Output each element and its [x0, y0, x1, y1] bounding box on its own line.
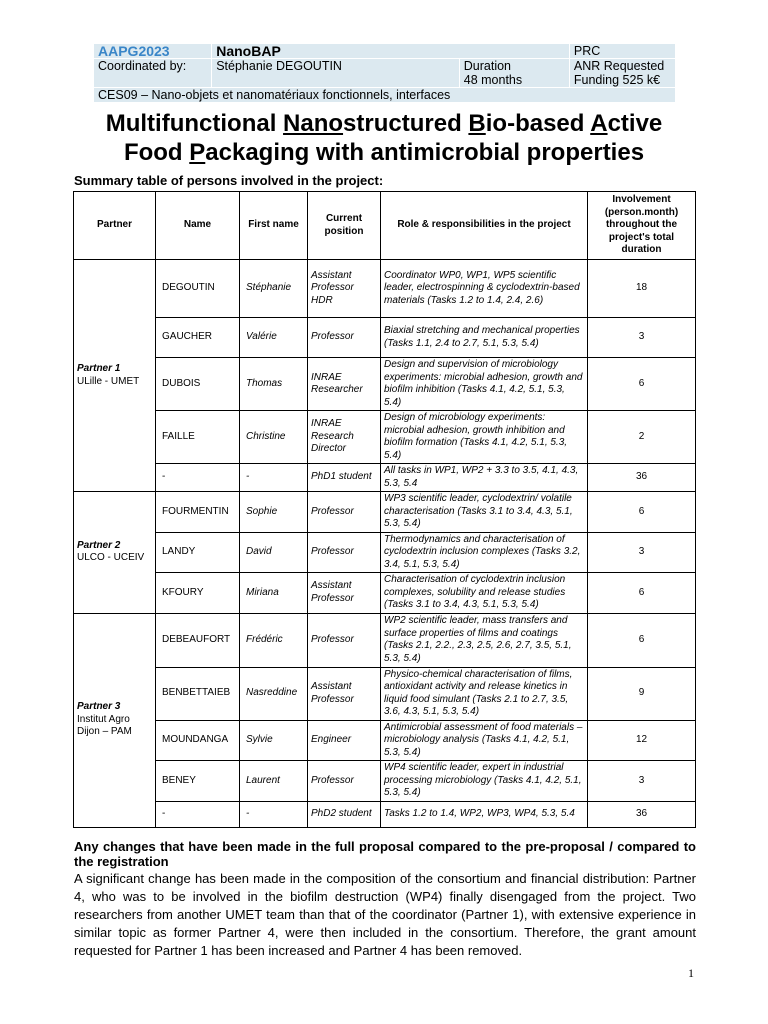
person-name: MOUNDANGA	[156, 720, 240, 761]
table-row	[74, 492, 696, 533]
person-name: BENEY	[156, 761, 240, 802]
person-involvement: 6	[588, 492, 696, 533]
person-first-name: Valérie	[240, 318, 308, 358]
person-position: Assistant Professor	[308, 667, 381, 720]
person-name: DUBOIS	[156, 358, 240, 411]
table-row	[74, 318, 696, 358]
header-name: Name	[156, 192, 240, 260]
person-role: Design and supervision of microbiology experiments: microbial adhesion, growth and biofilm inhibition (Tasks 4.1, 4.2, 5.1, 5.3, 5.4)	[381, 358, 588, 411]
person-position: Professor	[308, 613, 381, 667]
partner-label: Partner 1	[77, 363, 121, 374]
person-position: Professor	[308, 761, 381, 802]
person-involvement: 36	[588, 801, 696, 827]
changes-heading: Any changes that have been made in the full proposal compared to the pre-proposal / compared to the registration	[74, 839, 696, 869]
header-role: Role & responsibilities in the project	[381, 192, 588, 260]
person-position: INRAE Researcher	[308, 358, 381, 411]
person-position: Assistant Professor	[308, 573, 381, 614]
person-role: WP2 scientific leader, mass transfers and surface properties of films and coatings (Tasks 2.1, 2.2., 2.3, 2.5, 2.6, 2.7, 3.5, 5.1, 5.3, 5.4)	[381, 613, 588, 667]
person-first-name: Christine	[240, 411, 308, 464]
person-involvement: 18	[588, 260, 696, 318]
person-involvement: 36	[588, 464, 696, 492]
table-row	[74, 358, 696, 411]
person-position: PhD2 student	[308, 801, 381, 827]
instrument-type: PRC	[569, 44, 675, 59]
person-involvement: 6	[588, 358, 696, 411]
person-position: Professor	[308, 532, 381, 573]
person-name: -	[156, 464, 240, 492]
table-row	[74, 411, 696, 464]
person-first-name: David	[240, 532, 308, 573]
table-row	[74, 613, 696, 667]
person-first-name: Frédéric	[240, 613, 308, 667]
table-row	[74, 464, 696, 492]
changes-body: A significant change has been made in the composition of the consortium and financial distribution: Partner 4, who was to be involved in the biofilm destruction (WP4) finally disengaged from the project. Two researchers from another UMET team than that of the coordinator (Partner 1), with extensive experience in similar topic as former Partner 4, were then included in the consortium. Therefore, the grant amount requested for Partner 1 has been increased and Partner 4 has been removed.	[74, 871, 696, 958]
table-row	[74, 761, 696, 802]
person-role: Characterisation of cyclodextrin inclusion complexes, solubility and release studies (Tasks 3.1 to 3.4, 4.3, 5.1, 5.3, 5.4)	[381, 573, 588, 614]
duration-label: Duration	[463, 59, 512, 73]
table-row	[74, 260, 696, 318]
table-row	[74, 720, 696, 761]
person-name: -	[156, 801, 240, 827]
person-involvement: 2	[588, 411, 696, 464]
person-position: INRAE Research Director	[308, 411, 381, 464]
person-first-name: -	[240, 464, 308, 492]
partner-cell	[74, 613, 156, 827]
person-position: Assistant Professor HDR	[308, 260, 381, 318]
table-row	[74, 667, 696, 720]
person-first-name: Sylvie	[240, 720, 308, 761]
coordinator-label: Coordinated by:	[94, 59, 212, 88]
partner-institution: ULille - UMET	[77, 375, 140, 387]
header-position: Current position	[308, 192, 381, 260]
person-position: Professor	[308, 492, 381, 533]
person-involvement: 3	[588, 318, 696, 358]
person-involvement: 6	[588, 613, 696, 667]
duration-cell	[459, 59, 569, 88]
header-first-name: First name	[240, 192, 308, 260]
person-first-name: Laurent	[240, 761, 308, 802]
committee-name: CES09 – Nano-objets et nanomatériaux fonctionnels, interfaces	[94, 88, 676, 103]
partner-institution: Institut Agro Dijon – PAM	[77, 713, 132, 738]
project-title: Multifunctional Nanostructured Bio-based Active Food Packaging with antimicrobial properties	[105, 110, 663, 166]
person-first-name: Stéphanie	[240, 260, 308, 318]
funding-value: Funding 525 k€	[573, 73, 661, 87]
person-role: WP4 scientific leader, expert in industrial processing microbiology (Tasks 4.1, 4.2, 5.1, 5.3, 5.4)	[381, 761, 588, 802]
person-first-name: Nasreddine	[240, 667, 308, 720]
person-involvement: 3	[588, 532, 696, 573]
person-position: Professor	[308, 318, 381, 358]
person-name: KFOURY	[156, 573, 240, 614]
person-role: Physico-chemical characterisation of films, antioxidant activity and release kinetics in liquid food simulant (Tasks 2.1 to 2.7, 3.5, 3.6, 4.3, 5.1, 5.3, 5.4)	[381, 667, 588, 720]
table-row	[74, 573, 696, 614]
person-first-name: Miriana	[240, 573, 308, 614]
person-position: Engineer	[308, 720, 381, 761]
person-role: Biaxial stretching and mechanical properties (Tasks 1.1, 2.4 to 2.7, 5.1, 5.3, 5.4)	[381, 318, 588, 358]
partner-label: Partner 3	[77, 701, 121, 713]
person-role: All tasks in WP1, WP2 + 3.3 to 3.5, 4.1, 4.3, 5.3, 5.4	[381, 464, 588, 492]
person-involvement: 9	[588, 667, 696, 720]
person-first-name: Thomas	[240, 358, 308, 411]
person-role: Tasks 1.2 to 1.4, WP2, WP3, WP4, 5.3, 5.4	[381, 801, 588, 827]
partner-cell	[74, 260, 156, 492]
duration-value: 48 months	[463, 73, 523, 87]
person-involvement: 6	[588, 573, 696, 614]
header-partner: Partner	[74, 192, 156, 260]
person-name: BENBETTAIEB	[156, 667, 240, 720]
person-role: WP3 scientific leader, cyclodextrin/ volatile characterisation (Tasks 3.1 to 3.4, 4.3, 5.1, 5.3, 5.4)	[381, 492, 588, 533]
partner-label: Partner 2	[77, 539, 121, 551]
person-role: Thermodynamics and characterisation of cyclodextrin inclusion complexes (Tasks 3.2, 3.4, 5.1, 5.3, 5.4)	[381, 532, 588, 573]
funding-label: ANR Requested	[573, 59, 665, 73]
partner-cell	[74, 492, 156, 614]
project-acronym: NanoBAP	[212, 44, 570, 59]
proposal-header-table	[93, 43, 676, 103]
person-role: Coordinator WP0, WP1, WP5 scientific leader, electrospinning & cyclodextrin-based materials (Tasks 1.2 to 1.4, 2.4, 2.6)	[381, 260, 588, 318]
page-number: 1	[688, 966, 694, 980]
person-role: Design of microbiology experiments: microbial adhesion, growth inhibition and biofilm formation (Tasks 4.1, 4.2, 5.1, 5.3, 5.4)	[381, 411, 588, 464]
call-acronym: AAPG2023	[94, 44, 212, 59]
partner-institution: ULCO - UCEIV	[77, 552, 145, 564]
header-involvement: Involvement (person.month) throughout the project's total duration	[588, 192, 696, 260]
person-role: Antimicrobial assessment of food materials – microbiology analysis (Tasks 4.1, 4.2, 5.1, 5.3, 5.4)	[381, 720, 588, 761]
person-name: FAILLE	[156, 411, 240, 464]
table-row	[74, 801, 696, 827]
person-position: PhD1 student	[308, 464, 381, 492]
funding-cell	[569, 59, 675, 88]
table-row	[74, 532, 696, 573]
person-name: DEBEAUFORT	[156, 613, 240, 667]
coordinator-name: Stéphanie DEGOUTIN	[212, 59, 460, 88]
persons-table	[73, 191, 696, 828]
person-first-name: Sophie	[240, 492, 308, 533]
summary-heading: Summary table of persons involved in the project:	[74, 173, 384, 188]
person-involvement: 12	[588, 720, 696, 761]
person-name: GAUCHER	[156, 318, 240, 358]
person-name: FOURMENTIN	[156, 492, 240, 533]
person-name: DEGOUTIN	[156, 260, 240, 318]
person-first-name: -	[240, 801, 308, 827]
person-name: LANDY	[156, 532, 240, 573]
person-involvement: 3	[588, 761, 696, 802]
